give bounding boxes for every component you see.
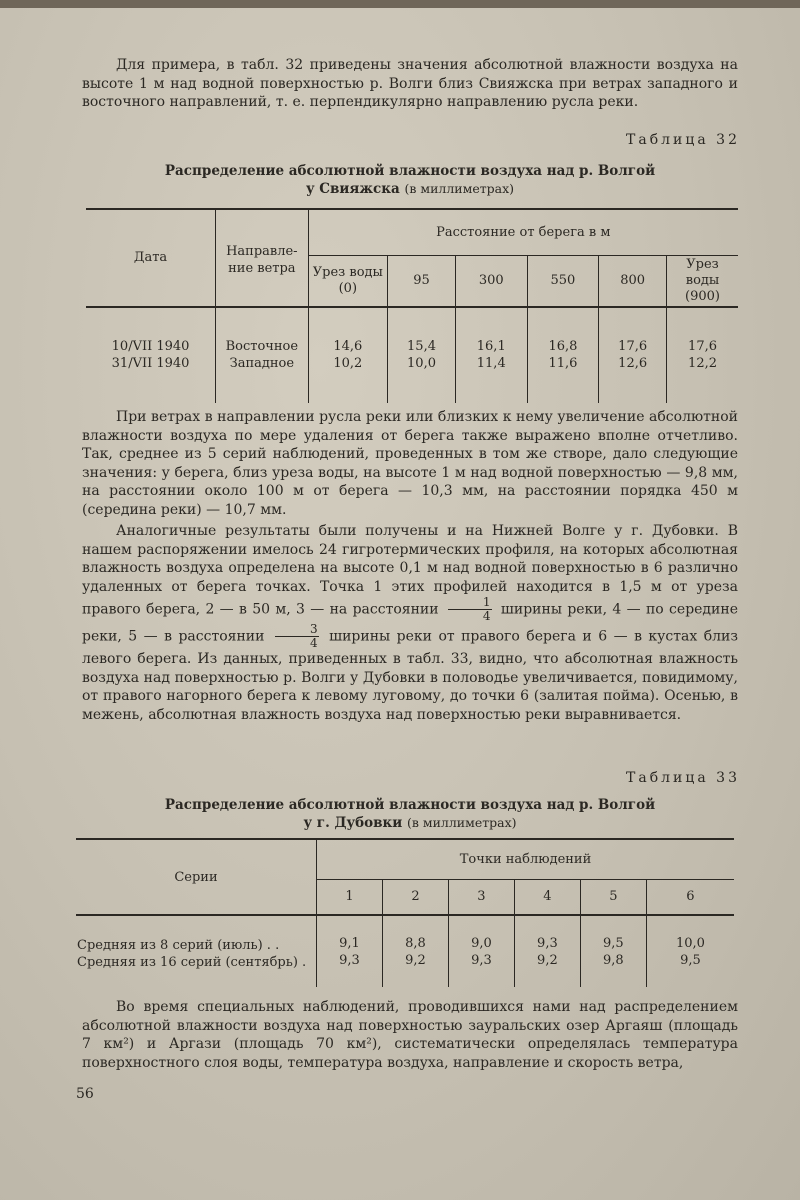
table32-values-300 [455, 307, 527, 403]
table33-point-2: 2 [382, 879, 448, 915]
table32-date-2: 31/VII 1940 [111, 356, 190, 371]
table33-value: 9,2 [405, 952, 426, 968]
table33-values-2 [382, 915, 448, 987]
table32-col-95: 95 [388, 255, 456, 307]
table33-title-line1: Распределение абсолютной влажности воздуха над р. Волгой [164, 797, 656, 813]
table32-value: 17,6 [618, 339, 648, 354]
table33-value: 8,8 [405, 935, 426, 951]
paragraph-dubovka-part3: 4 — по середине реки, 5 — в расстоянии [82, 601, 739, 645]
table33-point-1: 1 [317, 879, 383, 915]
table32-value: 17,6 [688, 339, 717, 354]
table33-value: 9,1 [339, 935, 360, 951]
page-number: 56 [76, 1086, 94, 1102]
table33-title-place: у г. Дубовки [303, 815, 403, 831]
table33-value: 9,2 [537, 952, 558, 968]
table33-series-september: Средняя из 16 серий (сентябрь) . [77, 955, 307, 970]
table32-col-800: 800 [599, 255, 667, 307]
fraction-numerator: 1 [448, 596, 492, 610]
table32-date-1: 10/VII 1940 [111, 339, 190, 354]
table32-header-wind [216, 209, 308, 307]
table32-value: 12,2 [688, 356, 717, 371]
table33-value: 9,5 [680, 952, 701, 968]
paragraph-dubovka-part2: ширины реки, [500, 601, 608, 618]
table32-title-unit: (в миллиметрах) [404, 181, 515, 196]
table33-series-july: Средняя из 8 серий (июль) . . [77, 938, 280, 953]
table32-value: 16,8 [548, 339, 578, 354]
paragraph-dubovka-part5: в кустах близ левого берега. Из данных, приведенных в табл. 33, видно, что абсолютная влажность воздуха над поверхностью р. Волги у Дубовки в половодье увеличивается, повидимому, от правого нагорного берега к левому луговому, до точки 6 (залитая пойма). Осенью, в межень, абсолютная влажность воздуха над поверхностью реки выравнивается. [82, 628, 739, 723]
table32-title-line2 [82, 180, 738, 198]
table33-number: Таблица 33 [626, 770, 740, 786]
table32-values-95 [388, 307, 456, 403]
table33-value: 10,0 [675, 935, 705, 951]
paragraph-dubovka-part4: ширины реки от правого берега и 6 — [329, 628, 628, 645]
table33-value: 9,8 [603, 952, 624, 968]
table32-header-date: Дата [86, 209, 216, 307]
table32-value: 14,6 [333, 339, 363, 354]
paragraph-dubovka [82, 522, 738, 724]
table33-series-cell [76, 915, 317, 987]
table33-title-unit: (в миллиметрах) [406, 815, 517, 830]
paragraph-dubovka-part1: Аналогичные результаты были получены и на Нижней Волге у г. Дубовки. В нашем распоряжении имелось 24 гигротермических профиля, на которых абсолютная влажность воздуха определена на высоте 0,1 м над водной поверхностью в 6 различно удаленных от берега точках. Точка 1 этих профилей находится в 1,5 м от уреза правого берега, 2 — в 50 м, 3 — на расстоянии [82, 523, 738, 618]
table33-point-4: 4 [514, 879, 580, 915]
table32 [86, 208, 738, 403]
table32-title-place: у Свияжска [305, 181, 400, 197]
table32-header-distance: Расстояние от берега в м [308, 209, 738, 255]
table32-value: 15,4 [407, 339, 436, 354]
table32-col-0: Урез воды (0) [308, 255, 388, 307]
table32-values-0 [308, 307, 388, 403]
table33-header-series: Серии [76, 839, 317, 915]
paragraph-lakes: Во время специальных наблюдений, проводившихся нами над распределением абсолютной влажности воздуха над поверхностью зауральских озер Аргаяш (площадь 7 км²) и Аргази (площадь 70 км²), систематически определялась температура поверхностного слоя воды, температура воздуха, направление и скорость ветра, [82, 999, 738, 1071]
table33-header-points: Точки наблюдений [317, 839, 735, 879]
table32-winds-cell [216, 307, 308, 403]
table32-wind-1: Восточное [225, 339, 299, 354]
table33-value: 9,3 [471, 952, 492, 968]
table33-value: 9,3 [537, 935, 558, 951]
table32-header-wind-text: Направле-ние ветра [226, 244, 298, 277]
table33-point-5: 5 [580, 879, 646, 915]
table33-title-line2 [82, 814, 738, 832]
table32-value: 16,1 [476, 339, 506, 354]
table32-value: 11,4 [476, 356, 506, 371]
table32-title-line1: Распределение абсолютной влажности воздуха над р. Волгой [164, 163, 656, 179]
table33-value: 9,5 [603, 935, 624, 951]
table32-wind-2: Западное [229, 356, 295, 371]
table32-value: 11,6 [548, 356, 578, 371]
fraction-denominator: 4 [482, 609, 491, 623]
table32-value: 10,2 [333, 356, 363, 371]
table32-col-300: 300 [455, 255, 527, 307]
table32-dates-cell [86, 307, 216, 403]
paragraph-wind-along: При ветрах в направлении русла реки или близких к нему увеличение абсолютной влажности воздуха по мере удаления от берега также выражено вполне отчетливо. Так, среднее из 5 серий наблюдений, проведенных в том же створе, дало следующие значения: у берега, близ уреза воды, на высоте 1 м над водной поверхностью — 9,8 мм, на расстоянии около 100 м от берега — 10,3 мм, на расстоянии порядка 450 м (середина реки) — 10,7 мм. [82, 409, 738, 518]
table33 [76, 838, 734, 987]
table33-point-6: 6 [646, 879, 734, 915]
table32-col-900: Урез воды (900) [667, 255, 738, 307]
fraction-numerator: 3 [275, 623, 319, 637]
table33-values-4 [514, 915, 580, 987]
page-top-edge [0, 0, 800, 8]
fraction-three-quarters [275, 623, 319, 650]
table33-values-6 [646, 915, 734, 987]
fraction-one-quarter [448, 596, 492, 623]
paragraph-intro: Для примера, в табл. 32 приведены значения абсолютной влажности воздуха на высоте 1 м над водной поверхностью р. Волги близ Свияжска при ветрах западного и восточного направлений, т. е. перпендикулярно направлению русла реки. [82, 57, 738, 110]
table32-value: 10,0 [407, 356, 436, 371]
table33-value: 9,0 [471, 935, 492, 951]
table33-values-1 [317, 915, 383, 987]
table33-title [82, 797, 738, 832]
table32-title [82, 163, 738, 198]
table33-value: 9,3 [339, 952, 360, 968]
table32-values-900 [667, 307, 738, 403]
table32-values-800 [599, 307, 667, 403]
table32-number: Таблица 32 [626, 132, 740, 148]
table33-point-3: 3 [448, 879, 514, 915]
fraction-denominator: 4 [309, 636, 318, 650]
table33-values-3 [448, 915, 514, 987]
table33-values-5 [580, 915, 646, 987]
table32-values-550 [527, 307, 599, 403]
table32-col-550: 550 [527, 255, 599, 307]
table32-value: 12,6 [618, 356, 648, 371]
